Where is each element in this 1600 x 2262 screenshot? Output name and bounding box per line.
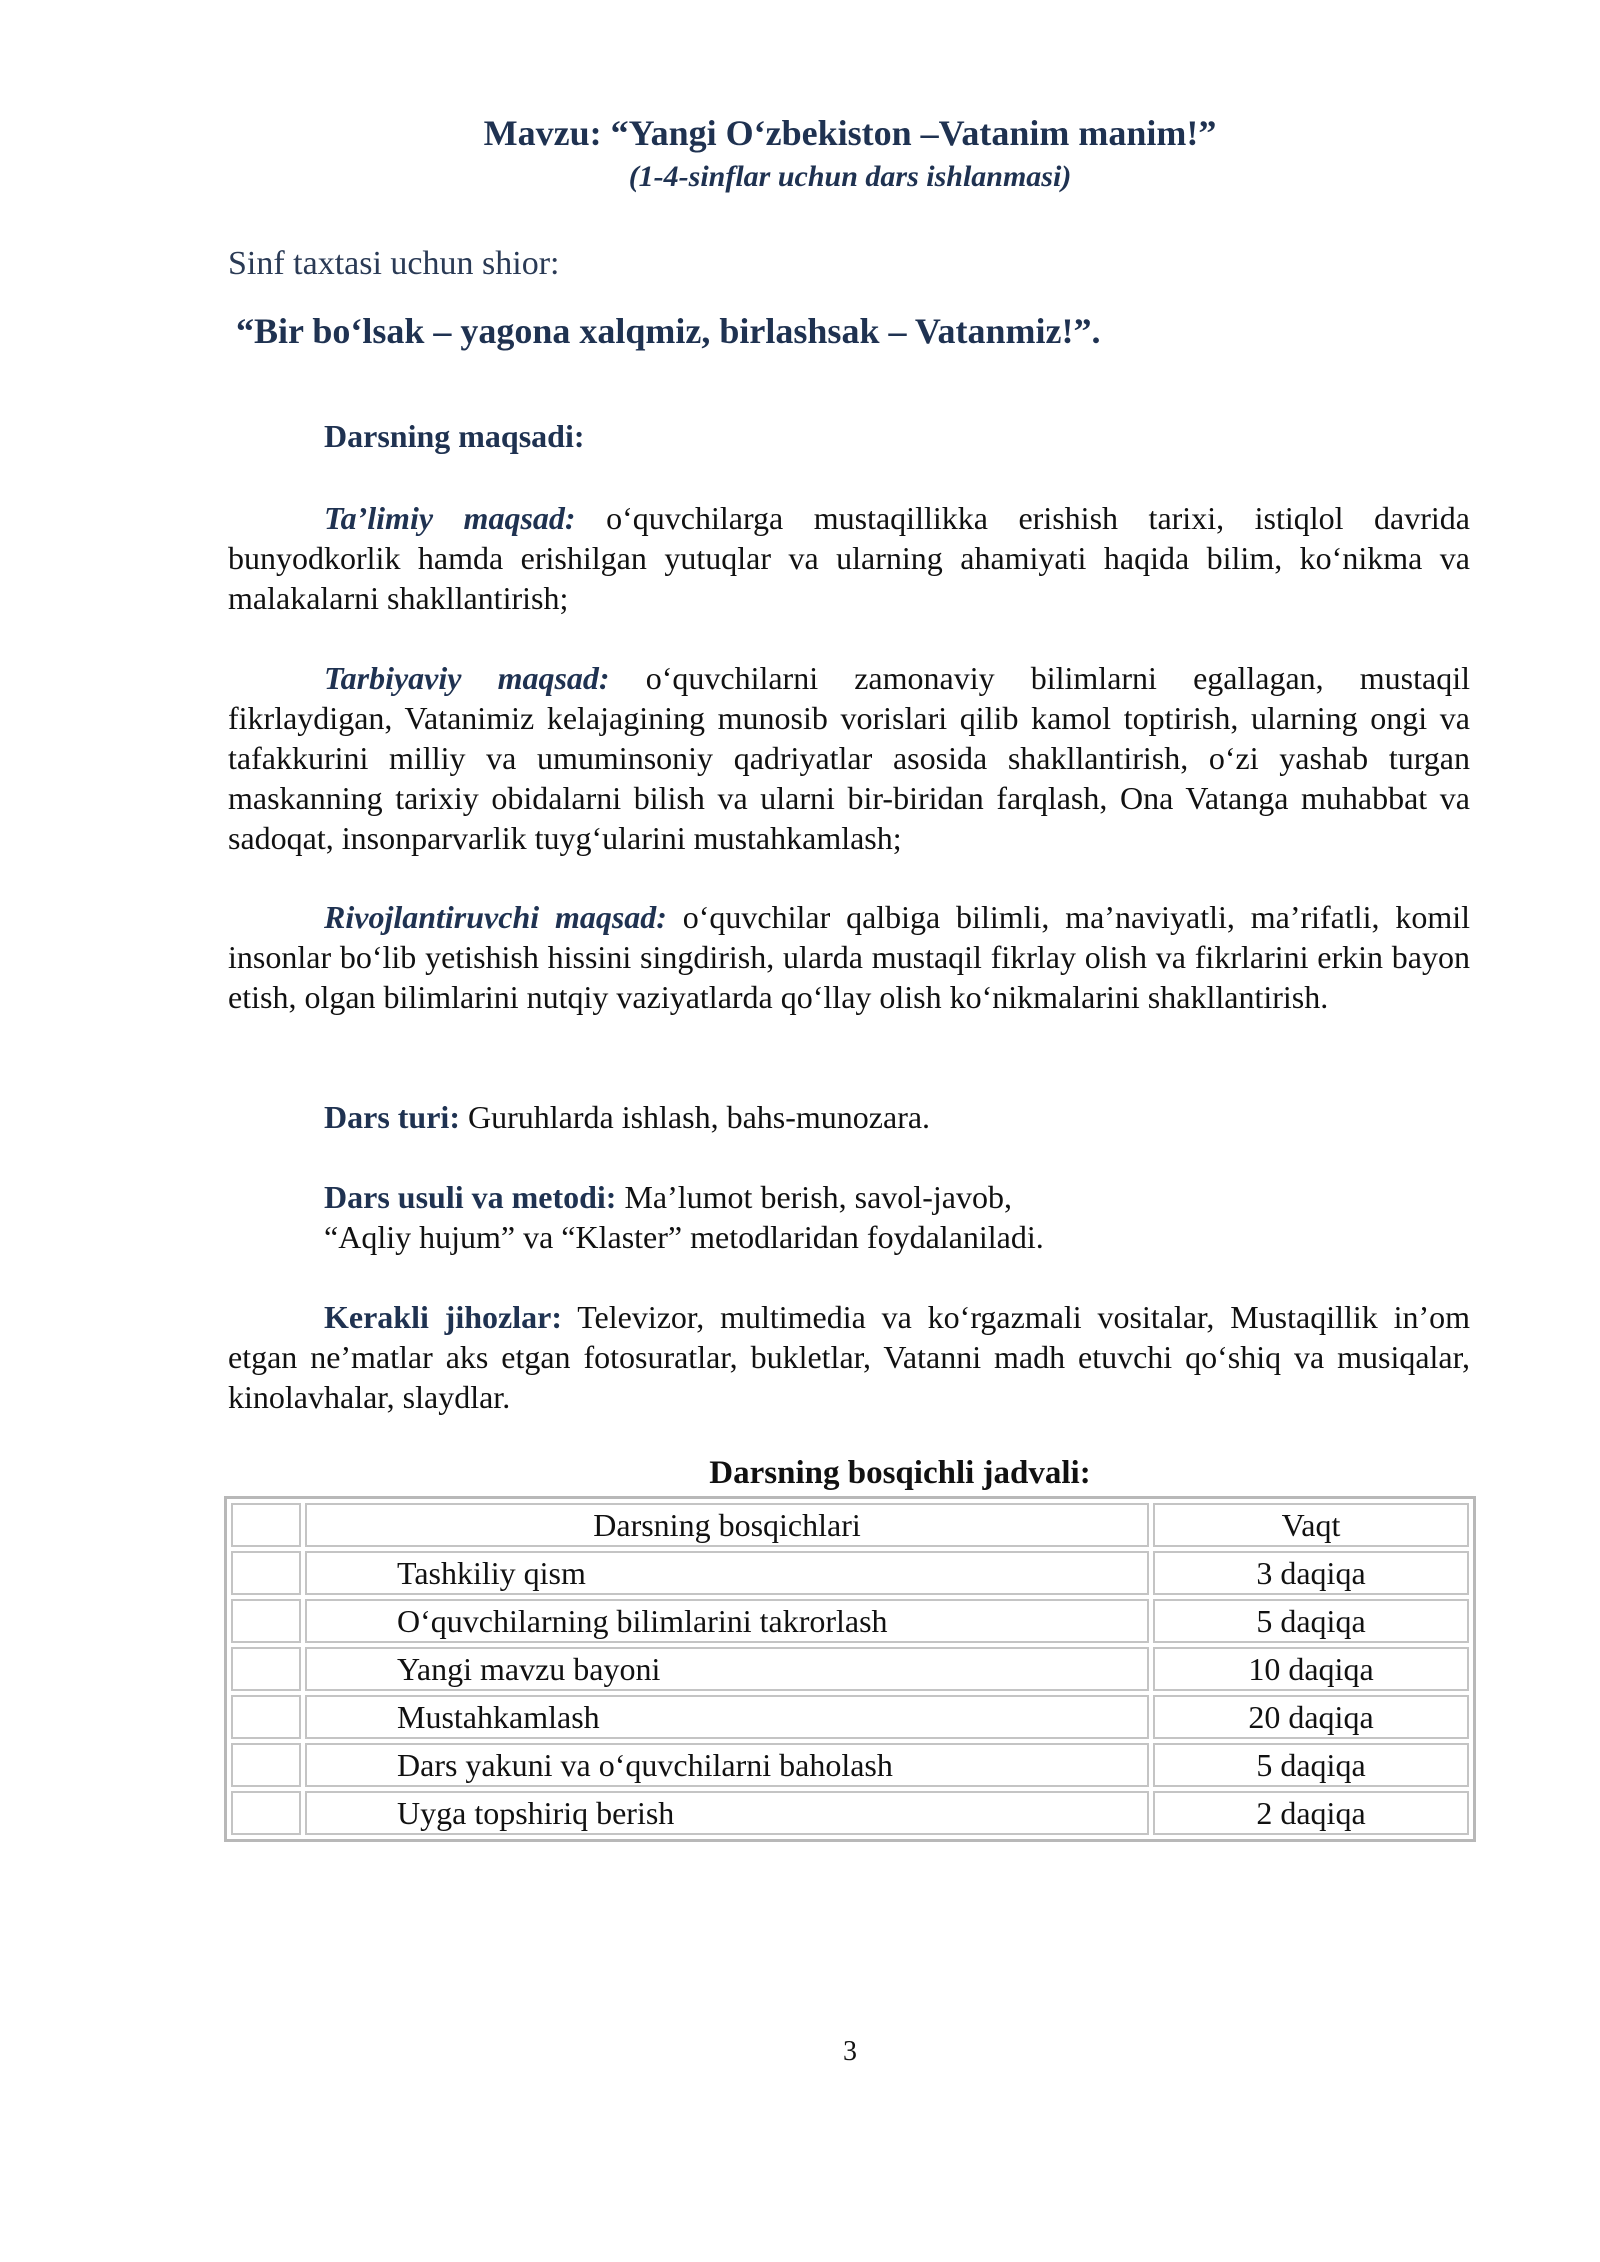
lesson-method-label: Dars usuli va metodi: xyxy=(324,1179,617,1215)
row-number-cell xyxy=(231,1743,301,1787)
goals-heading: Darsning maqsadi: xyxy=(324,418,585,454)
lesson-type-text: Guruhlarda ishlash, bahs-munozara. xyxy=(467,1099,931,1135)
row-number-cell xyxy=(231,1599,301,1643)
row-time-cell: 10 daqiqa xyxy=(1153,1647,1469,1691)
developmental-goal-paragraph xyxy=(228,897,1470,1017)
row-time-cell: 5 daqiqa xyxy=(1153,1599,1469,1643)
lesson-type-paragraph xyxy=(228,1097,1470,1137)
educational-goal-text: o‘quvchilarga mustaqillikka erishish tarixi, istiqlol davrida bunyodkorlik hamda erishilgan yutuqlar va ularning ahamiyati haqida bilim, ko‘nikma va malakalarni shakllantirish; xyxy=(228,500,1471,616)
row-time-cell: 3 daqiqa xyxy=(1153,1551,1469,1595)
row-stage-cell: Mustahkamlash xyxy=(305,1695,1149,1739)
table-row xyxy=(231,1599,1469,1643)
slogan-text: “Bir bo‘lsak – yagona xalqmiz, birlashsak – Vatanmiz!”. xyxy=(236,311,1101,351)
row-time-cell: 20 daqiqa xyxy=(1153,1695,1469,1739)
table-title: Darsning bosqichli jadvali: xyxy=(709,1455,1091,1491)
row-stage-cell: Dars yakuni va o‘quvchilarni baholash xyxy=(305,1743,1149,1787)
page-number: 3 xyxy=(843,2036,857,2067)
header-cell-number xyxy=(231,1503,301,1547)
row-number-cell xyxy=(231,1551,301,1595)
row-number-cell xyxy=(231,1647,301,1691)
educational-goal-paragraph xyxy=(228,498,1470,618)
lesson-stages-table xyxy=(224,1496,1476,1842)
table-row xyxy=(231,1791,1469,1835)
upbringing-goal-label: Tarbiyaviy maqsad: xyxy=(324,660,610,696)
lesson-type-label: Dars turi: xyxy=(324,1099,460,1135)
row-stage-cell: Tashkiliy qism xyxy=(305,1551,1149,1595)
table-row xyxy=(231,1551,1469,1595)
table-header-row xyxy=(231,1503,1469,1547)
row-stage-cell: Yangi mavzu bayoni xyxy=(305,1647,1149,1691)
row-number-cell xyxy=(231,1695,301,1739)
row-time-cell: 5 daqiqa xyxy=(1153,1743,1469,1787)
upbringing-goal-text: o‘quvchilarni zamonaviy bilimlarni egallagan, mustaqil fikrlaydigan, Vatanimiz kelajagining munosib vorislari qilib kamol toptirish, ularning ongi va tafakkurini milliy va umuminsoniy qadriyatlar asosida shakllantirish, o‘zi yashab turgan maskanning tarixiy obidalarni bilish va ularni bir-biridan farqlash, Ona Vatanga muhabbat va sadoqat, insonparvarlik tuyg‘ularini mustahkamlash; xyxy=(228,660,1470,856)
equipment-text: Televizor, multimedia va ko‘rgazmali vositalar, Mustaqillik in’om etgan ne’matlar aks etgan fotosuratlar, bukletlar, Vatanni madh etuvchi qo‘shiq va musiqalar, kinolavhalar, slaydlar. xyxy=(228,1299,1471,1415)
lesson-method-text-line2: “Aqliy hujum” va “Klaster” metodlaridan foydalaniladi. xyxy=(324,1219,1044,1255)
page-title: Mavzu: “Yangi O‘zbekiston –Vatanim manim!” xyxy=(483,113,1217,153)
row-number-cell xyxy=(231,1791,301,1835)
equipment-label: Kerakli jihozlar: xyxy=(324,1299,562,1335)
row-stage-cell: O‘quvchilarning bilimlarini takrorlash xyxy=(305,1599,1149,1643)
lesson-method-text: Ma’lumot berish, savol-javob, xyxy=(624,1179,1012,1215)
lesson-method-paragraph xyxy=(228,1177,1470,1257)
educational-goal-label: Ta’limiy maqsad: xyxy=(324,500,576,536)
table-row xyxy=(231,1647,1469,1691)
row-stage-cell: Uyga topshiriq berish xyxy=(305,1791,1149,1835)
header-cell-stage: Darsning bosqichlari xyxy=(305,1503,1149,1547)
upbringing-goal-paragraph xyxy=(228,658,1470,858)
header-cell-time: Vaqt xyxy=(1153,1503,1469,1547)
row-time-cell: 2 daqiqa xyxy=(1153,1791,1469,1835)
developmental-goal-label: Rivojlantiruvchi maqsad: xyxy=(324,899,667,935)
table-row xyxy=(231,1743,1469,1787)
slogan-label: Sinf taxtasi uchun shior: xyxy=(228,245,560,282)
developmental-goal-text: o‘quvchilar qalbiga bilimli, ma’naviyatli, ma’rifatli, komil insonlar bo‘lib yetishish hissini singdirish, ularda mustaqil fikrlay olish va fikrlarini erkin bayon etish, olgan bilimlarini nutqiy vaziyatlarda qo‘llay olish ko‘nikmalarini shakllantirish. xyxy=(228,899,1471,1015)
equipment-paragraph xyxy=(228,1297,1470,1417)
table-row xyxy=(231,1695,1469,1739)
page-subtitle: (1-4-sinflar uchun dars ishlanmasi) xyxy=(628,160,1072,193)
